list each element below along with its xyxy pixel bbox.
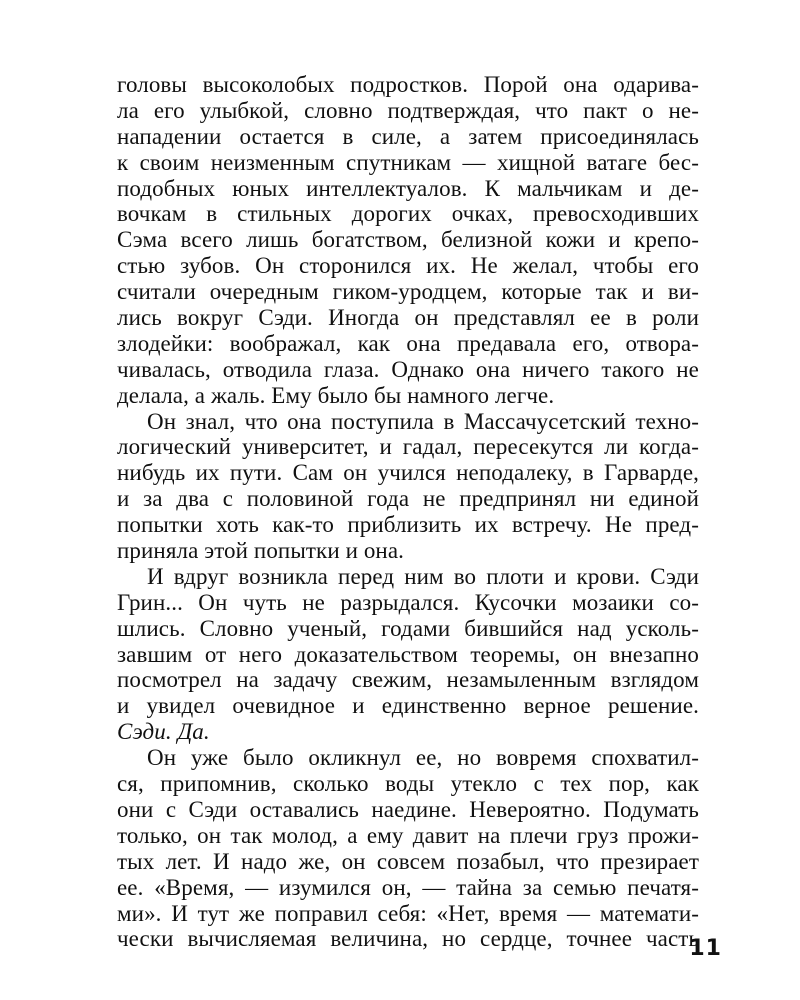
text-line: ми». И тут же поправил себя: «Нет, время — математи- xyxy=(117,900,699,926)
paragraph-end-line: приняла этой попытки и она. xyxy=(117,538,404,564)
text-line: чивалась, отводила глаза. Однако она ничего такого не xyxy=(117,356,699,382)
text-line: Сэма всего лишь богатством, белизной кожи и крепо- xyxy=(117,227,699,253)
text-line: лись вокруг Сэди. Иногда он представлял ее в роли xyxy=(117,305,699,331)
text-line: они с Сэди оставались наедине. Невероятно. Подумать xyxy=(117,796,699,822)
text-line: ся, припомнив, сколько воды утекло с тех пор, как xyxy=(117,771,699,797)
text-line: ее. «Время, — изумился он, — тайна за семью печатя- xyxy=(117,874,699,900)
italic-thought-line: Сэди. Да. xyxy=(117,719,210,745)
paragraph-start-line: Он уже было окликнул ее, но вовремя спохватил- xyxy=(147,745,699,771)
text-line: ла его улыбкой, словно подтверждая, что пакт о не- xyxy=(117,97,699,123)
text-line: нибудь их пути. Сам он учился неподалеку, в Гарварде, xyxy=(117,460,699,486)
paragraph-end-line: делала, а жаль. Ему было бы намного легче. xyxy=(117,382,555,408)
text-line: и увидел очевидное и единственно верное решение. xyxy=(117,693,699,719)
text-line: нападении остается в силе, а затем присоединялась xyxy=(117,123,699,149)
text-line: чески вычисляемая величина, но сердце, точнее часть xyxy=(117,926,699,952)
text-line: к своим неизменным спутникам — хищной ватаге бес- xyxy=(117,149,699,175)
text-line: злодейки: воображал, как она предавала его, отвора- xyxy=(117,330,699,356)
text-line: шлись. Словно ученый, годами бившийся над усколь- xyxy=(117,615,699,641)
text-line: логический университет, и гадал, пересекутся ли когда- xyxy=(117,434,699,460)
text-line: только, он так молод, а ему давит на плечи груз прожи- xyxy=(117,822,699,848)
text-line: подобных юных интеллектуалов. К мальчикам и де- xyxy=(117,175,699,201)
text-line: посмотрел на задачу свежим, незамыленным взглядом xyxy=(117,667,699,693)
text-line: тых лет. И надо же, он совсем позабыл, что презирает xyxy=(117,848,699,874)
text-line: головы высоколобых подростков. Порой она одарива- xyxy=(117,72,699,97)
page-number: 11 xyxy=(689,936,722,961)
text-line: стью зубов. Он сторонился их. Не желал, чтобы его xyxy=(117,253,699,279)
text-line: и за два с половиной года не предпринял ни единой xyxy=(117,486,699,512)
body-text xyxy=(117,72,699,952)
paragraph-start-line: И вдруг возникла перед ним во плоти и крови. Сэди xyxy=(147,563,699,589)
text-line: завшим от него доказательством теоремы, он внезапно xyxy=(117,641,699,667)
text-line: считали очередным гиком-уродцем, которые так и ви- xyxy=(117,279,699,305)
text-line: Грин... Он чуть не разрыдался. Кусочки мозаики со- xyxy=(117,589,699,615)
text-line: вочкам в стильных дорогих очках, превосходивших xyxy=(117,201,699,227)
text-line: попытки хоть как-то приблизить их встречу. Не пред- xyxy=(117,512,699,538)
paragraph-start-line: Он знал, что она поступила в Массачусетский техно- xyxy=(147,408,699,434)
